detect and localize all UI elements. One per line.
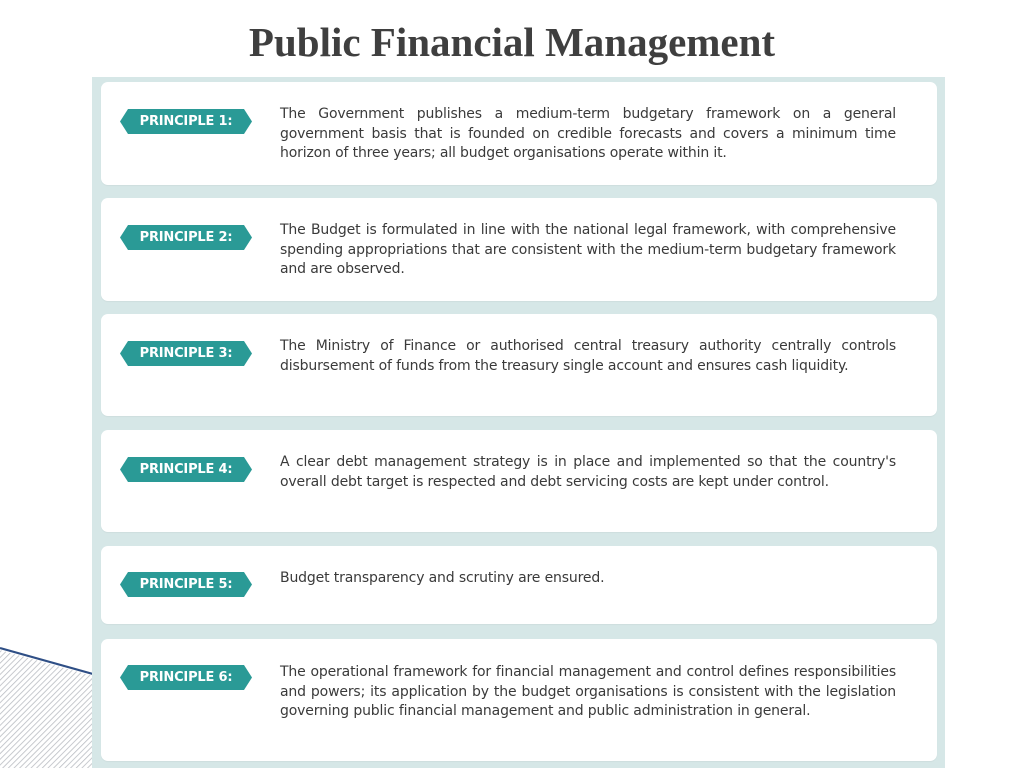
principle-card-2 [101, 198, 937, 301]
decorative-stripes [0, 640, 100, 768]
principle-badge-4 [120, 457, 252, 482]
principle-description: The operational framework for financial management and control defines responsibilities and powers; its application by the budget organisations is consistent with the legislation governing public financial management and public administration in general. [280, 664, 896, 719]
principle-card-4 [101, 430, 937, 532]
principle-label: PRINCIPLE 6: [139, 670, 233, 685]
principle-card-5 [101, 546, 937, 624]
principle-label: PRINCIPLE 4: [139, 462, 233, 477]
principle-label: PRINCIPLE 3: [139, 346, 233, 361]
slide-title: Public Financial Management [248, 19, 776, 65]
principle-badge-6 [120, 665, 252, 690]
principle-description: The Government publishes a medium-term budgetary framework on a general government basis that is founded on credible forecasts and covers a minimum time horizon of three years; all budget organisations operate within it. [280, 106, 896, 161]
principle-description: The Budget is formulated in line with the national legal framework, with comprehensive spending appropriations that are consistent with the medium-term budgetary framework and are observed. [280, 222, 896, 277]
principle-badge-1 [120, 109, 252, 134]
principle-label: PRINCIPLE 5: [139, 577, 233, 592]
principle-badge-3 [120, 341, 252, 366]
principle-description: The Ministry of Finance or authorised central treasury authority centrally controls disbursement of funds from the treasury single account and ensures cash liquidity. [280, 338, 896, 374]
principles-panel [92, 77, 945, 768]
principle-card-6 [101, 639, 937, 761]
principle-description: A clear debt management strategy is in place and implemented so that the country's overall debt target is respected and debt servicing costs are kept under control. [280, 454, 896, 490]
principle-badge-5 [120, 572, 252, 597]
principle-card-3 [101, 314, 937, 416]
principle-card-1 [101, 82, 937, 185]
principle-label: PRINCIPLE 1: [139, 114, 233, 129]
principle-badge-2 [120, 225, 252, 250]
principle-description: Budget transparency and scrutiny are ensured. [280, 570, 605, 586]
principle-label: PRINCIPLE 2: [139, 230, 233, 245]
